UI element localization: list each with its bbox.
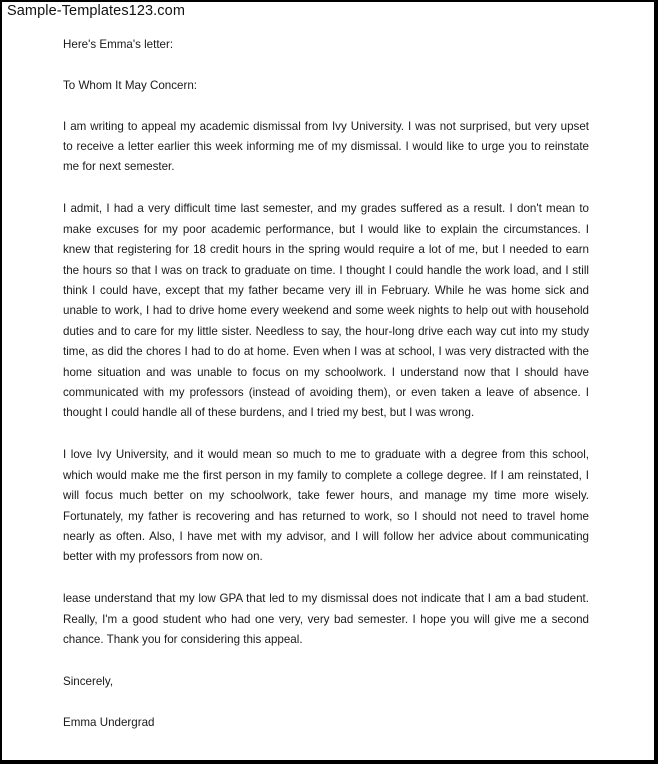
letter-body xyxy=(63,35,589,733)
document-page xyxy=(2,2,654,760)
letter-signature: Emma Undergrad xyxy=(63,715,155,729)
letter-salutation: To Whom It May Concern: xyxy=(63,78,198,92)
watermark: Sample-Templates123.com xyxy=(7,3,185,19)
letter-closing: Sincerely, xyxy=(63,674,114,688)
letter-paragraph-appeal: I am writing to appeal my academic dismissal from Ivy University. I was not surprised, but very upset to receive a letter earlier this week informing me of my dismissal. I would like to urge you to reinstate me for next semester. xyxy=(63,119,589,174)
letter-paragraph-request: lease understand that my low GPA that led to my dismissal does not indicate that I am a bad student. Really, I'm a good student who had one very, very bad semester. I hope you will give me a second chance. Thank you for considering this appeal. xyxy=(63,592,589,647)
letter-paragraph-commitment: I love Ivy University, and it would mean so much to me to graduate with a degree from this school, which would make me the first person in my family to complete a college degree. If I am reinstated, I will focus much better on my schoolwork, take fewer hours, and manage my time more wisely. Fortunately, my father is recovering and has returned to work, so I should not need to travel home nearly as often. Also, I have met with my advisor, and I will follow her advice about communicating better with my professors from now on. xyxy=(63,448,589,564)
letter-intro: Here's Emma's letter: xyxy=(63,38,174,51)
letter-paragraph-circumstances: I admit, I had a very difficult time last semester, and my grades suffered as a result. I don't mean to make excuses for my poor academic performance, but I would like to explain the circumstances. I knew that registering for 18 credit hours in the spring would require a lot of me, but I needed to earn the hours so that I was on track to graduate on time. I thought I could handle the work load, and I still think I could have, except that my father became very ill in February. While he was home sick and unable to work, I had to drive home every weekend and some week nights to help out with household duties and to care for my little sister. Needless to say, the hour-long drive each way cut into my study time, as did the chores I had to do at home. Even when I was at school, I was very distracted with the home situation and was unable to focus on my schoolwork. I understand now that I should have communicated with my professors (instead of avoiding them), or even taken a leave of absence. I thought I could handle all of these burdens, and I tried my best, but I was wrong. xyxy=(63,202,589,420)
